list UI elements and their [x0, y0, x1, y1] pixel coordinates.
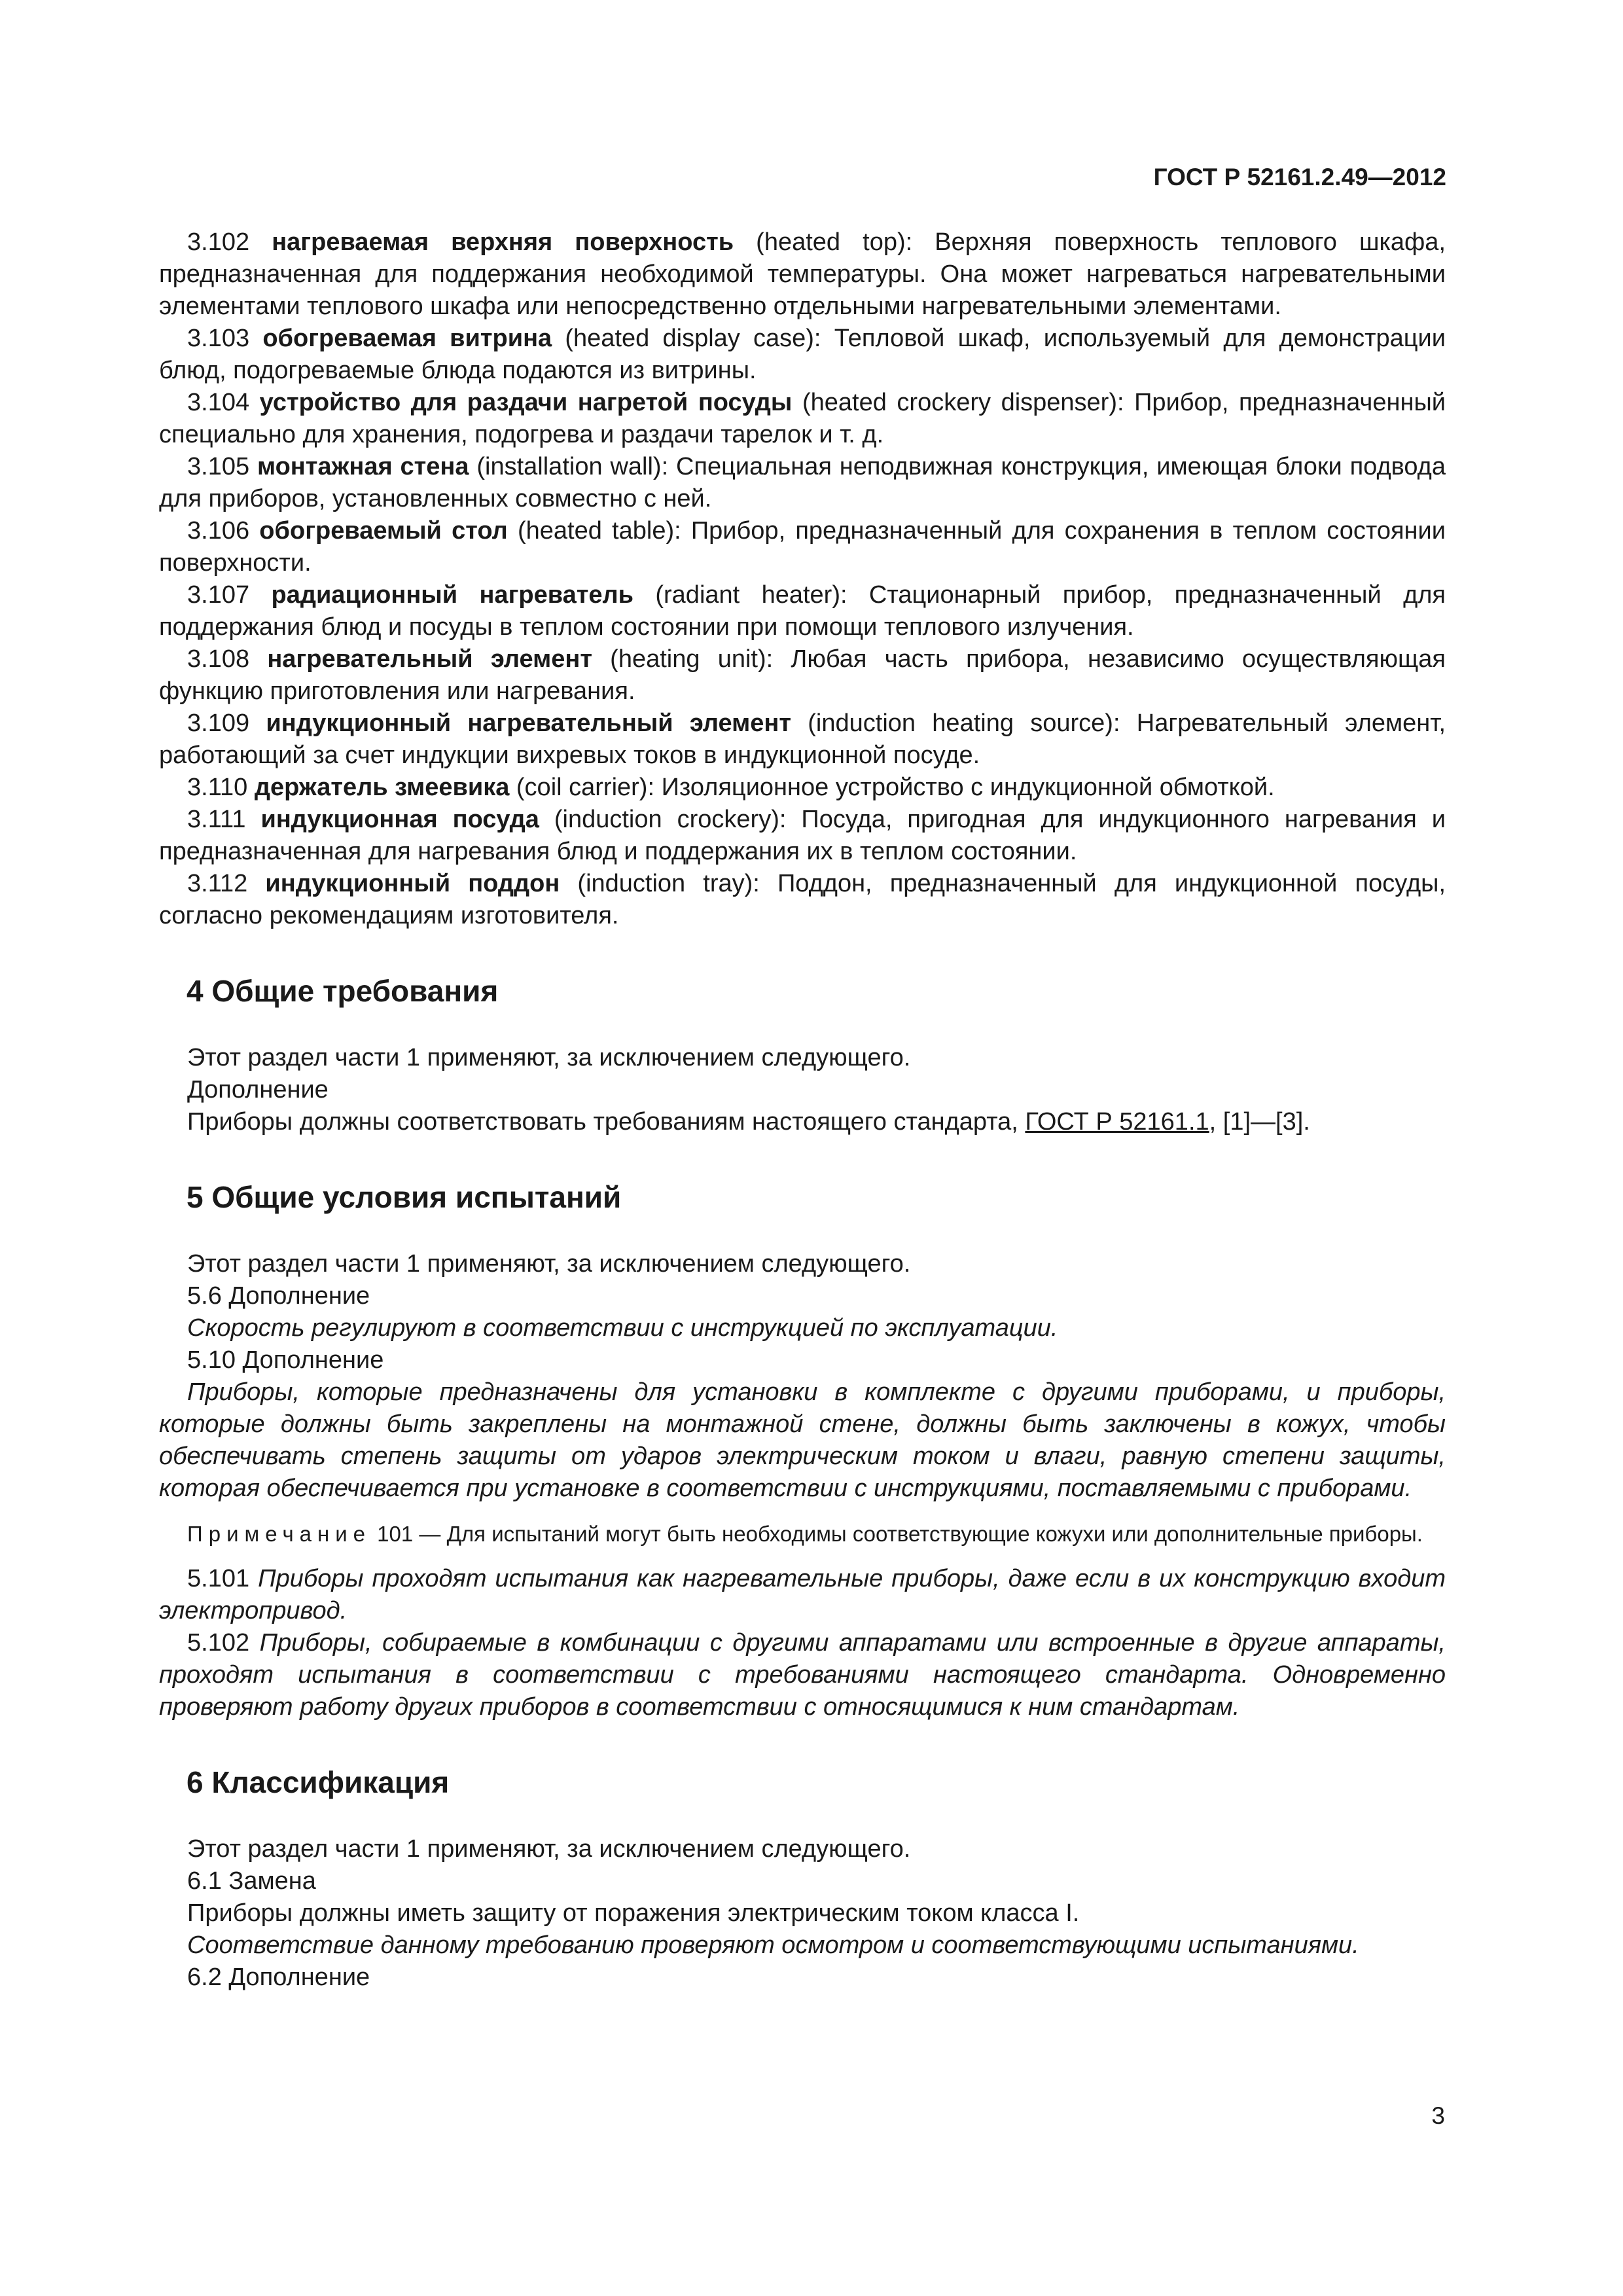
definition-item [159, 226, 1446, 323]
definition-item [159, 579, 1446, 643]
clause-5-10-text: Приборы, которые предназначены для установки в комплекте с другими приборами, и приборы, которые должны быть закреплены на монтажной стене, должны быть заключены в кожух, чтобы обеспечивать степень защиты от ударов электрическим током и влаги, равную степени защиты, которая обеспечивается при установке в соответствии с инструкциями, поставляемыми с приборами. [159, 1378, 1446, 1502]
definition-item [159, 323, 1446, 387]
clause-text: Приборы проходят испытания как нагревательные приборы, даже если в их конструкцию входит электропривод. [159, 1565, 1446, 1624]
section-4-addition: Дополнение [187, 1076, 329, 1103]
document-code: ГОСТ Р 52161.2.49—2012 [1153, 164, 1446, 190]
definition-text: (radiant heater): Стационарный прибор, предназначенный для поддержания блюд и посуды в теплом состоянии при помощи теплового излучения. [159, 581, 1446, 641]
section-6-heading: 6 Классификация [187, 1765, 450, 1799]
section-5-text: Этот раздел части 1 применяют, за исключением следующего. [187, 1250, 911, 1278]
definition-text: (induction heating source): Нагревательный элемент, работающий за счет индукции вихревых токов в индукционной посуде. [159, 709, 1446, 769]
definition-text: (induction tray): Поддон, предназначенный для индукционной посуды, согласно рекомендациям изготовителя. [159, 870, 1446, 929]
definition-number: 3.104 [187, 389, 250, 416]
clause-5-6-text: Скорость регулируют в соответствии с инструкцией по эксплуатации. [187, 1314, 1058, 1342]
definition-term: устройство для раздачи нагретой посуды [259, 389, 793, 416]
definition-text: (coil carrier): Изоляционное устройство с индукционной обмоткой. [509, 774, 1275, 801]
definition-term: индукционная посуда [260, 806, 539, 833]
requirement-text: Приборы должны соответствовать требованиям настоящего стандарта, [187, 1108, 1026, 1136]
note-101 [159, 1519, 1446, 1549]
clause-6-1-text: Приборы должны иметь защиту от поражения электрическим током класса I. [187, 1899, 1080, 1927]
definition-item [159, 804, 1446, 868]
clause-5-10: 5.10 Дополнение [187, 1346, 384, 1374]
definition-number: 3.105 [187, 453, 250, 480]
definition-term: радиационный нагреватель [271, 581, 633, 609]
definition-term: держатель змеевика [254, 774, 510, 801]
definition-item [159, 868, 1446, 932]
clause-5-102 [159, 1627, 1446, 1723]
definition-text: (heated display case): Тепловой шкаф, используемый для демонстрации блюд, подогреваемые блюда подаются из витрины. [159, 325, 1446, 384]
definition-item [159, 515, 1446, 579]
definition-term: нагревательный элемент [267, 645, 592, 673]
section-5-heading: 5 Общие условия испытаний [187, 1180, 622, 1214]
definition-text: (heating unit): Любая часть прибора, независимо осуществляющая функцию приготовления или нагревания. [159, 645, 1446, 705]
definition-item [159, 387, 1446, 451]
definition-number: 3.108 [187, 645, 250, 673]
clause-5-6: 5.6 Дополнение [187, 1282, 370, 1310]
page-number: 3 [1431, 2102, 1445, 2129]
section-4-text: Этот раздел части 1 применяют, за исключением следующего. [187, 1044, 911, 1071]
definition-text: (heated crockery dispenser): Прибор, предназначенный специально для хранения, подогрева и раздачи тарелок и т. д. [159, 389, 1446, 448]
page-content [159, 226, 1446, 1994]
section-6-text: Этот раздел части 1 применяют, за исключением следующего. [187, 1835, 911, 1863]
clause-text: Приборы, собираемые в комбинации с другими аппаратами или встроенные в другие аппараты, проходят испытания в соответствии с требованиями настоящего стандарта. Одновременно проверяют работу других приборов в соответствии с относящимися к ним стандартам. [159, 1629, 1446, 1721]
definition-number: 3.111 [187, 806, 246, 833]
definitions-list [159, 226, 1446, 932]
clause-number: 5.101 [187, 1565, 250, 1592]
definition-number: 3.109 [187, 709, 250, 737]
definition-item [159, 708, 1446, 772]
clause-5-101 [159, 1563, 1446, 1627]
definition-item [159, 643, 1446, 708]
definition-number: 3.106 [187, 517, 250, 545]
section-4-requirement [159, 1106, 1446, 1138]
definition-item [159, 772, 1446, 804]
clause-6-1-compliance: Соответствие данному требованию проверяют осмотром и соответствующими испытаниями. [187, 1931, 1359, 1959]
clause-6-1: 6.1 Замена [187, 1867, 316, 1895]
definition-term: индукционный нагревательный элемент [266, 709, 791, 737]
definition-term: монтажная стена [257, 453, 469, 480]
definition-term: нагреваемая верхняя поверхность [272, 228, 734, 256]
definition-number: 3.110 [187, 774, 248, 801]
note-label: Примечание [187, 1522, 372, 1546]
definition-number: 3.107 [187, 581, 250, 609]
clause-6-2: 6.2 Дополнение [187, 1964, 370, 1991]
definition-number: 3.102 [187, 228, 250, 256]
definition-text: (induction crockery): Посуда, пригодная для индукционного нагревания и предназначенная для нагревания блюд и поддержания их в теплом состоянии. [159, 806, 1446, 865]
definition-text: (installation wall): Специальная неподвижная конструкция, имеющая блоки подвода для приборов, установленных совместно с ней. [159, 453, 1446, 512]
section-4-heading: 4 Общие требования [187, 974, 499, 1008]
standard-link[interactable]: ГОСТ Р 52161.1 [1025, 1108, 1209, 1136]
definition-number: 3.103 [187, 325, 250, 352]
definition-item [159, 451, 1446, 515]
definition-term: обогреваемая витрина [262, 325, 552, 352]
requirement-refs: , [1]—[3]. [1209, 1108, 1310, 1136]
clause-number: 5.102 [187, 1629, 250, 1657]
definition-text: (heated top): Верхняя поверхность теплового шкафа, предназначенная для поддержания необходимой температуры. Она может нагреваться нагревательными элементами теплового шкафа или непосредственно отдельными нагревательными элементами. [159, 228, 1446, 320]
definition-number: 3.112 [187, 870, 248, 897]
definition-term: обогреваемый стол [259, 517, 508, 545]
definition-term: индукционный поддон [265, 870, 560, 897]
note-text: 101 — Для испытаний могут быть необходимы соответствующие кожухи или дополнительные приборы. [371, 1522, 1423, 1546]
definition-text: (heated table): Прибор, предназначенный для сохранения в теплом состоянии поверхности. [159, 517, 1446, 577]
